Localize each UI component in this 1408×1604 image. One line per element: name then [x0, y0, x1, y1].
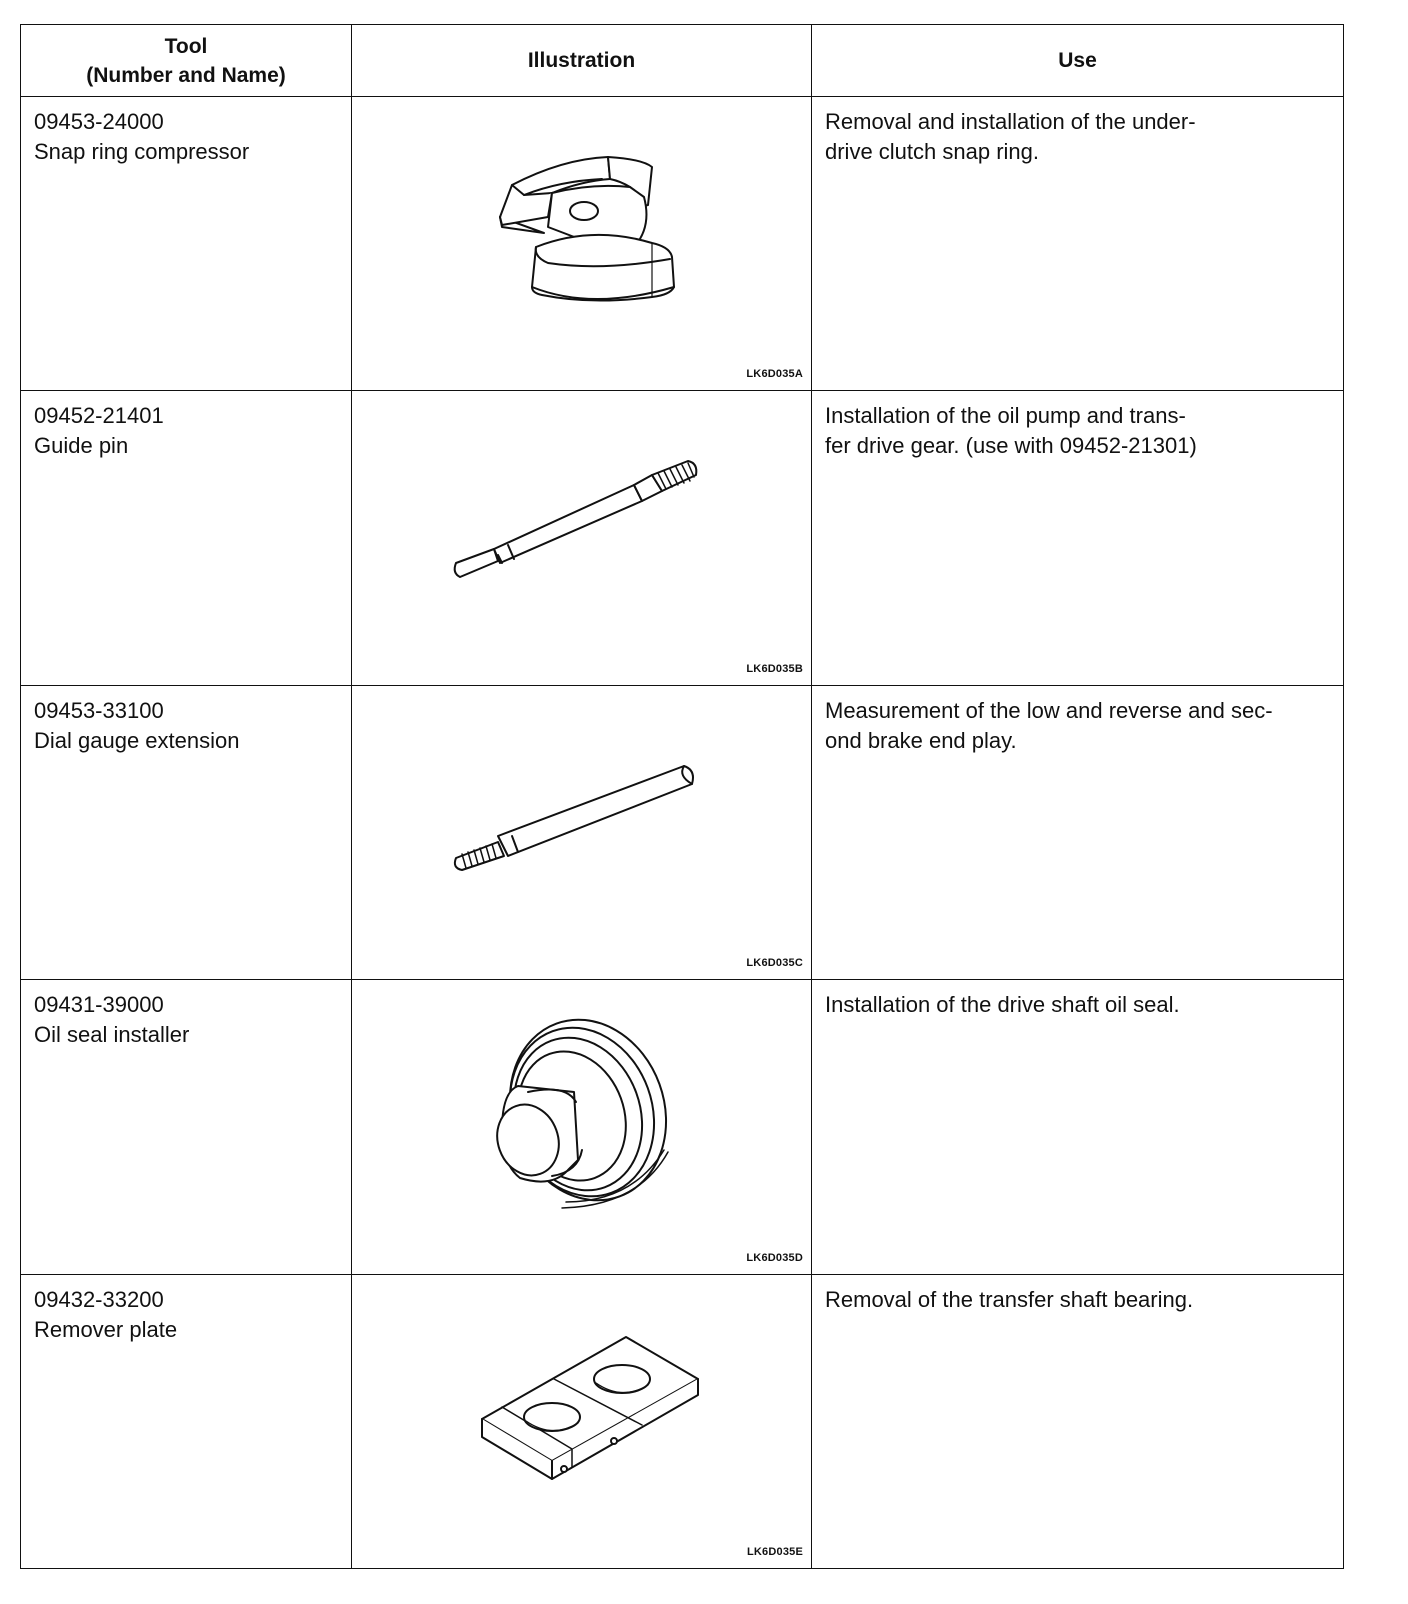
table-row: [21, 97, 1344, 391]
tool-name: Oil seal installer: [34, 1022, 190, 1048]
use-text-line1: Installation of the oil pump and trans-: [825, 403, 1186, 429]
header-tool: [21, 25, 352, 97]
tool-name: Snap ring compressor: [34, 139, 250, 164]
tool-cell: [21, 97, 352, 391]
special-tools-table: [20, 24, 1344, 1569]
use-cell: [812, 97, 1344, 391]
use-cell: [812, 980, 1344, 1274]
illustration-cell: [352, 97, 812, 391]
figure-code: LK6D035A: [746, 368, 803, 381]
header-tool-line1: Tool: [164, 34, 208, 58]
guide-pin-icon: [352, 391, 812, 679]
illustration-cell: [352, 1274, 812, 1568]
table-row: [21, 391, 1344, 685]
dial-gauge-extension-icon: [352, 686, 812, 974]
tool-number: 09453-33100: [34, 697, 164, 723]
use-text-line2: drive clutch snap ring.: [825, 139, 1039, 164]
tool-name: Guide pin: [34, 433, 129, 459]
table-row: [21, 980, 1344, 1274]
tool-cell: [21, 685, 352, 979]
tool-number: 09453-24000: [34, 109, 164, 134]
header-tool-line2: (Number and Name): [86, 63, 286, 87]
snap-ring-compressor-icon: [352, 97, 812, 385]
table-header-row: [21, 25, 1344, 97]
use-text-line1: Removal and installation of the under-: [825, 109, 1196, 134]
illustration-cell: [352, 685, 812, 979]
figure-code: LK6D035E: [746, 1546, 803, 1558]
remover-plate-icon: [352, 1275, 812, 1563]
use-cell: [812, 685, 1344, 979]
tool-cell: [21, 980, 352, 1274]
use-text-line2: ond brake end play.: [825, 727, 1017, 753]
use-text-line2: fer drive gear. (use with 09452-21301): [825, 433, 1197, 459]
header-illustration: Illustration: [352, 25, 812, 97]
figure-code: LK6D035B: [746, 662, 803, 675]
use-text-line1: Removal of the transfer shaft bearing.: [825, 1286, 1194, 1312]
oil-seal-installer-icon: [352, 980, 812, 1268]
table-row: [21, 1274, 1344, 1568]
use-text-line1: Measurement of the low and reverse and sec-: [825, 697, 1273, 723]
figure-code: LK6D035C: [746, 957, 803, 970]
use-cell: [812, 1274, 1344, 1568]
illustration-cell: [352, 980, 812, 1274]
header-use: Use: [812, 25, 1344, 97]
illustration-cell: [352, 391, 812, 685]
table-row: [21, 685, 1344, 979]
tool-number: 09431-39000: [34, 992, 164, 1018]
use-cell: [812, 391, 1344, 685]
tool-cell: [21, 1274, 352, 1568]
figure-code: LK6D035D: [746, 1251, 803, 1264]
tool-name: Remover plate: [34, 1316, 178, 1342]
tool-number: 09432-33200: [34, 1286, 164, 1312]
tool-cell: [21, 391, 352, 685]
tool-name: Dial gauge extension: [34, 727, 240, 753]
use-text-line1: Installation of the drive shaft oil seal.: [825, 992, 1180, 1018]
tool-number: 09452-21401: [34, 403, 164, 429]
